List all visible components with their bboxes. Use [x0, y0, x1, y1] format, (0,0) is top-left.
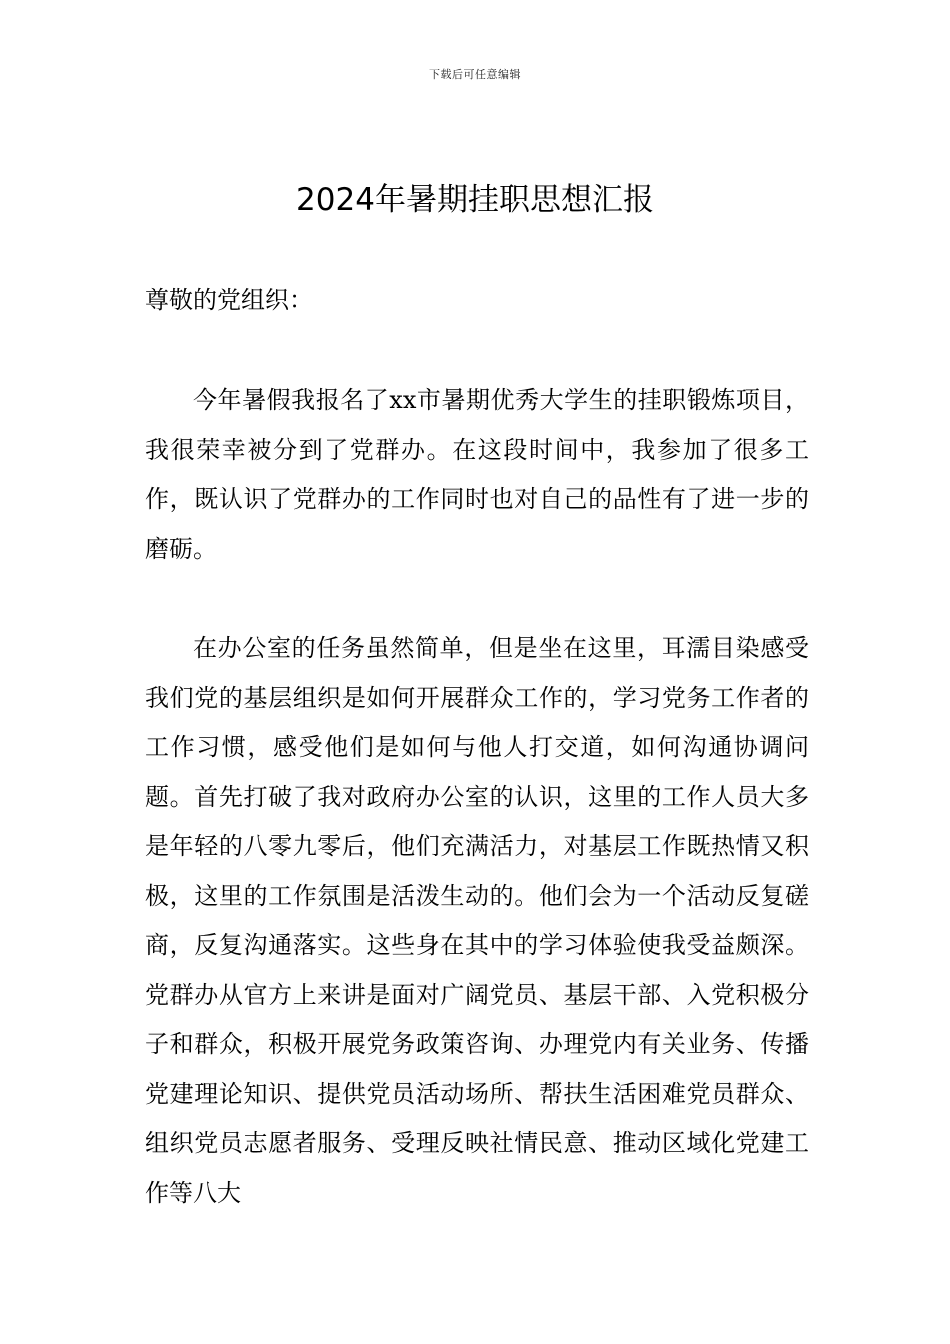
paragraph-2: 在办公室的任务虽然简单，但是坐在这里，耳濡目染感受我们党的基层组织是如何开展群众工作的，学习党务工作者的工作习惯，感受他们是如何与他人打交道，如何沟通协调问题。首先打破了我对政府办公室的认识，这里的工作人员大多是年轻的八零九零后，他们充满活力，对基层工作既热情又积极，这里的工作氛围是活泼生动的。他们会为一个活动反复磋商，反复沟通落实。这些身在其中的学习体验使我受益颇深。党群办从官方上来讲是面对广阔党员、基层干部、入党积极分子和群众，积极开展党务政策咨询、办理党内有关业务、传播党建理论知识、提供党员活动场所、帮扶生活困难党员群众、组织党员志愿者服务、受理反映社情民意、推动区域化党建工作等八大 [145, 634, 809, 1207]
salutation: 尊敬的党组织： [145, 286, 313, 314]
paragraph-1: 今年暑假我报名了xx市暑期优秀大学生的挂职锻炼项目，我很荣幸被分到了党群办。在这段时间中，我参加了很多工作，既认识了党群办的工作同时也对自己的品性有了进一步的磨砺。 [145, 386, 809, 563]
header-note: 下载后可任意编辑 [429, 68, 521, 81]
document-title: 2024年暑期挂职思想汇报 [296, 182, 654, 218]
